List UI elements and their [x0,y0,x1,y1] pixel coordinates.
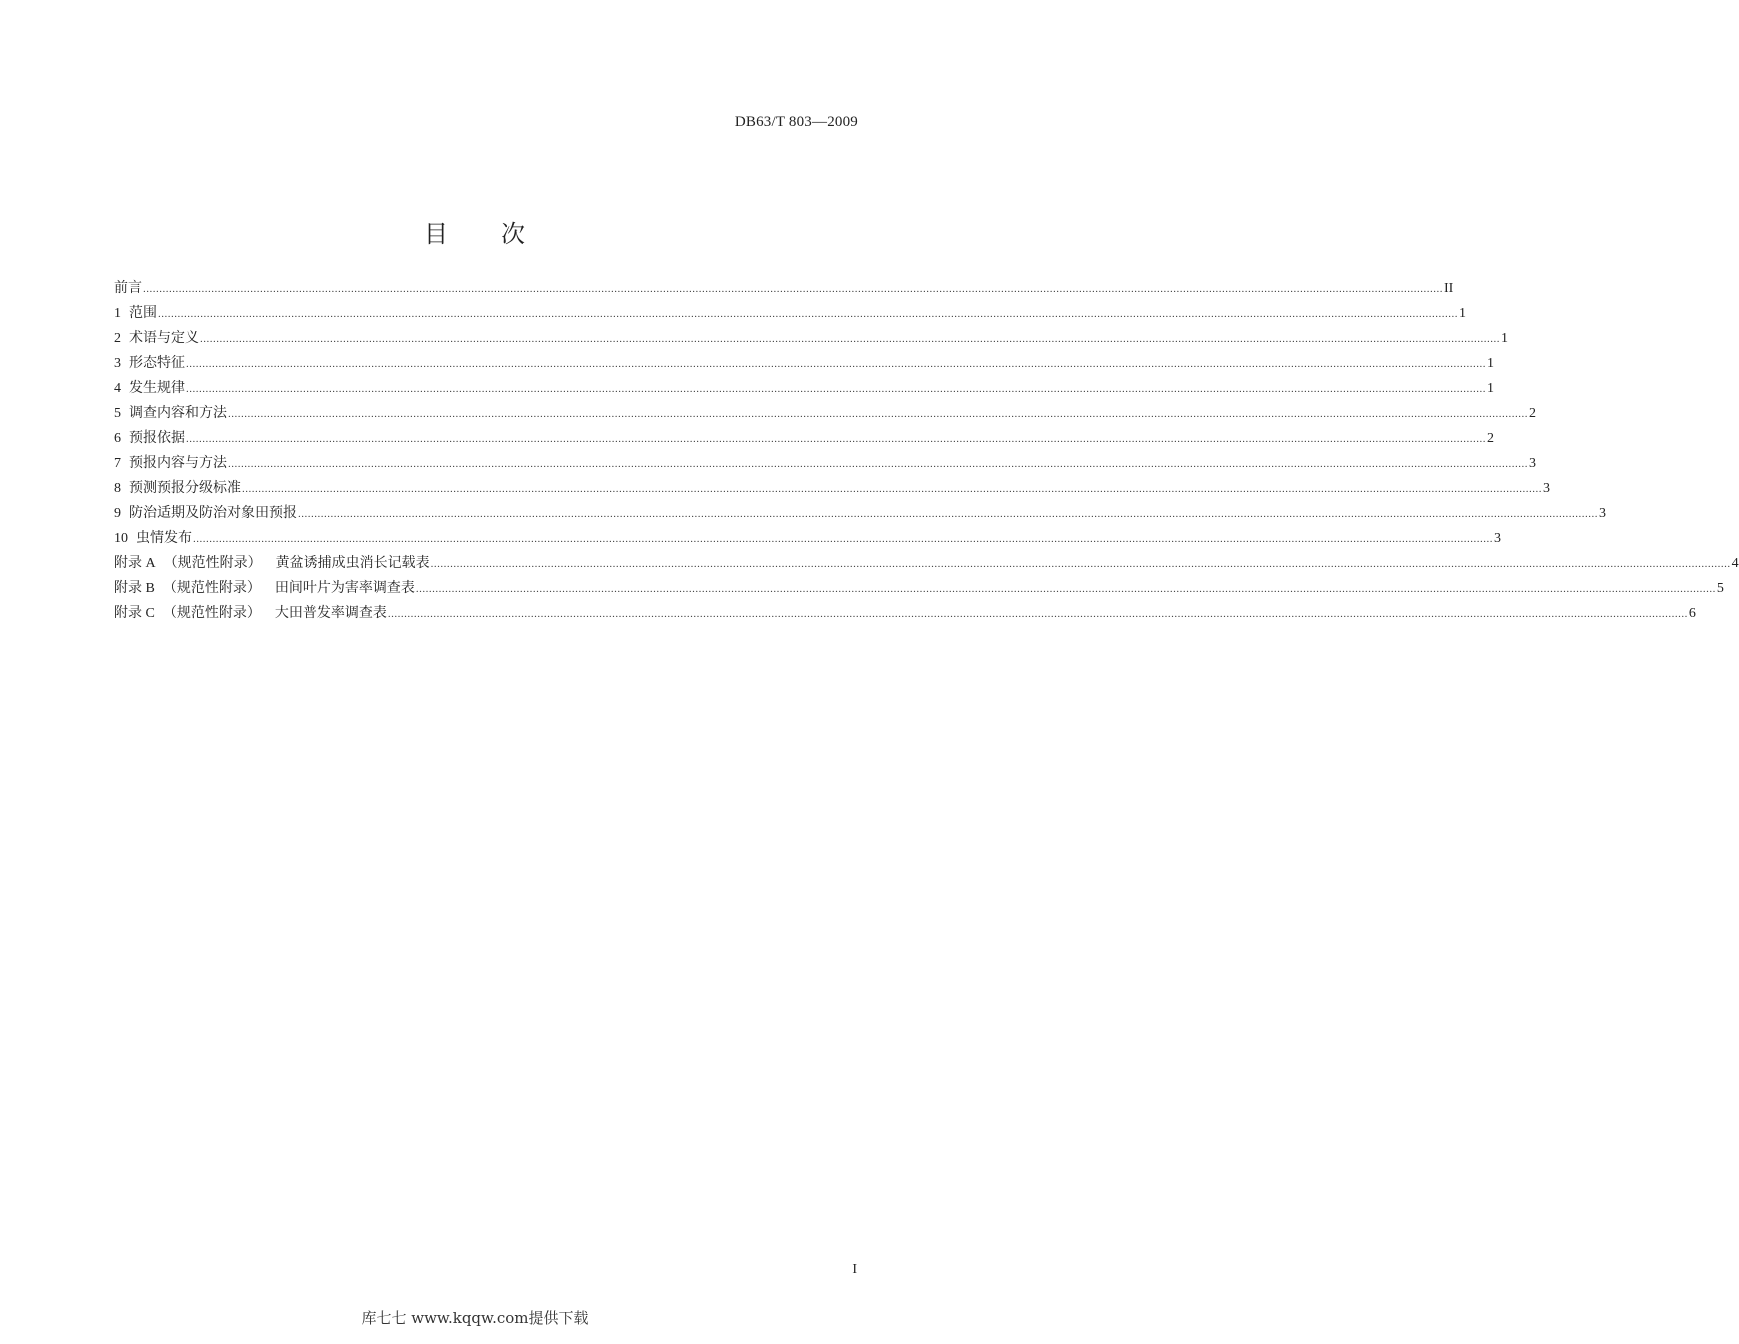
toc-entry-number: 4 [114,381,121,396]
toc-entry[interactable] [114,426,1494,451]
toc-entry[interactable] [114,601,1696,626]
toc-entry-page: II [1444,281,1454,296]
toc-dot-leader: ................................................................................................................................................................................................................................................................................................................................................................................................................ [158,308,1458,320]
toc-dot-leader: ................................................................................................................................................................................................................................................................................................................................................................................................................ [415,583,1716,595]
toc-entry-page: 2 [1487,431,1494,446]
toc-entry-page: 3 [1529,456,1536,471]
toc-dot-leader: ................................................................................................................................................................................................................................................................................................................................................................................................................ [228,458,1528,470]
toc-entry-number: 9 [114,506,121,521]
toc-dot-leader: ................................................................................................................................................................................................................................................................................................................................................................................................................ [242,483,1542,495]
toc-entry-title: 防治适期及防治对象田预报 [129,505,297,521]
toc-entry-annex-type: （规范性附录） [162,580,261,596]
toc-entry-number: 附录 A [114,556,156,571]
page-number: I [852,1262,857,1277]
toc-dot-leader: ................................................................................................................................................................................................................................................................................................................................................................................................................ [430,558,1731,570]
toc-entry-title: 发生规律 [129,380,185,396]
table-of-contents [114,276,1739,626]
toc-dot-leader: ................................................................................................................................................................................................................................................................................................................................................................................................................ [387,608,1688,620]
toc-entry[interactable] [114,476,1550,501]
toc-dot-leader: ................................................................................................................................................................................................................................................................................................................................................................................................................ [186,433,1486,445]
toc-title [0,214,950,249]
toc-dot-leader: ................................................................................................................................................................................................................................................................................................................................................................................................................ [186,383,1486,395]
toc-entry-title: 前言 [114,280,142,296]
toc-title-char: 次 [501,220,526,249]
toc-entry-page: 4 [1731,556,1739,571]
toc-entry-title: 大田普发率调查表 [274,605,387,621]
toc-dot-leader: ................................................................................................................................................................................................................................................................................................................................................................................................................ [186,358,1486,370]
toc-entry-number: 6 [114,431,121,446]
toc-entry-page: 1 [1487,356,1494,371]
toc-entry[interactable] [114,526,1501,551]
toc-entry[interactable] [114,501,1606,526]
toc-entry[interactable] [114,301,1466,326]
toc-entry-page: 3 [1494,531,1501,546]
toc-entry-title: 形态特征 [129,355,185,371]
toc-entry-page: 1 [1501,331,1508,346]
toc-entry-page: 2 [1529,406,1536,421]
toc-entry-title: 预报内容与方法 [129,455,227,471]
toc-entry-page: 6 [1688,606,1696,621]
toc-entry-annex-type: （规范性附录） [163,555,262,571]
toc-entry[interactable] [114,351,1494,376]
toc-dot-leader: ................................................................................................................................................................................................................................................................................................................................................................................................................ [228,408,1528,420]
toc-entry[interactable] [114,401,1536,426]
toc-entry-title: 田间叶片为害率调查表 [274,580,415,596]
toc-entry-title: 黄盆诱捕成虫消长记载表 [275,555,430,571]
toc-dot-leader: ................................................................................................................................................................................................................................................................................................................................................................................................................ [298,508,1598,520]
toc-entry-title: 预测预报分级标准 [129,480,241,496]
toc-dot-leader: ................................................................................................................................................................................................................................................................................................................................................................................................................ [143,283,1443,295]
toc-entry-number: 1 [114,306,121,321]
toc-entry-page: 1 [1459,306,1466,321]
toc-entry-title: 术语与定义 [129,330,199,346]
toc-entry-title: 虫情发布 [136,530,192,546]
toc-entry[interactable] [114,451,1536,476]
footer-watermark: 库七七 www.kqqw.com提供下载 [361,1309,589,1327]
toc-entry[interactable] [114,326,1508,351]
toc-entry-number: 3 [114,356,121,371]
toc-entry-number: 10 [114,531,128,546]
toc-entry-page: 3 [1599,506,1606,521]
toc-entry-number: 附录 C [114,606,155,621]
toc-entry-number: 附录 B [114,581,155,596]
toc-entry[interactable] [114,376,1494,401]
toc-entry-annex-type: （规范性附录） [162,605,261,621]
toc-entry[interactable] [114,551,1739,576]
toc-entry-title: 范围 [129,305,157,321]
toc-dot-leader: ................................................................................................................................................................................................................................................................................................................................................................................................................ [200,333,1500,345]
document-code: DB63/T 803—2009 [734,114,858,130]
toc-entry-number: 2 [114,331,121,346]
toc-title-char: 目 [424,220,449,249]
toc-entry-number: 8 [114,481,121,496]
toc-entry-title: 调查内容和方法 [129,405,227,421]
toc-entry-page: 5 [1716,581,1724,596]
toc-entry-page: 1 [1487,381,1494,396]
toc-entry-number: 7 [114,456,121,471]
toc-dot-leader: ................................................................................................................................................................................................................................................................................................................................................................................................................ [193,533,1493,545]
toc-entry-number: 5 [114,406,121,421]
toc-entry-page: 3 [1543,481,1550,496]
toc-entry[interactable] [114,576,1724,601]
toc-entry[interactable] [114,276,1454,301]
toc-entry-title: 预报依据 [129,430,185,446]
